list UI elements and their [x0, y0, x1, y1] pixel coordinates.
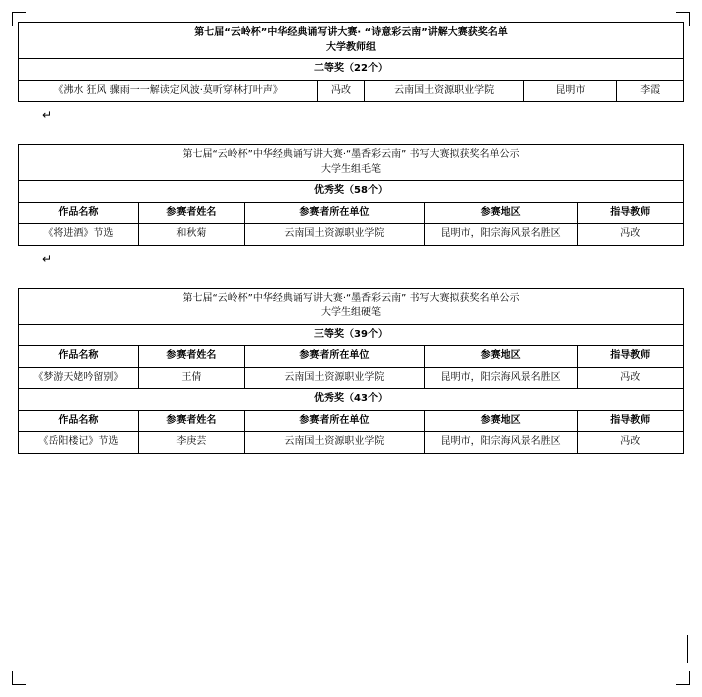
header-work-name: 作品名称	[19, 346, 139, 368]
header-unit: 参赛者所在单位	[245, 202, 425, 224]
cell-teacher: 冯改	[577, 432, 683, 454]
header-unit: 参赛者所在单位	[245, 346, 425, 368]
table-header-row	[19, 202, 684, 224]
award-band-label: 二等奖（22个）	[19, 59, 684, 81]
cell-participant-name: 和秋菊	[138, 224, 244, 246]
table-title-line2: 大学教师组	[326, 41, 376, 53]
table-title-line2: 大学生组硬笔	[321, 307, 381, 318]
award-table-block-2	[18, 144, 684, 246]
header-work-name: 作品名称	[19, 410, 139, 432]
cell-work-name: 《沸水 狂风 骤雨一一解读定风波·莫听穿林打叶声》	[19, 80, 318, 102]
cell-participant-name: 冯改	[318, 80, 365, 102]
table-row	[19, 367, 684, 389]
crop-mark-bottom-left-v	[12, 671, 13, 685]
header-region: 参赛地区	[424, 410, 577, 432]
award-band-label: 优秀奖（58个）	[19, 181, 684, 203]
cell-region: 昆明市，阳宗海风景名胜区	[424, 432, 577, 454]
header-teacher: 指导教师	[577, 346, 683, 368]
cell-teacher: 冯改	[577, 224, 683, 246]
paragraph-gap-2	[18, 246, 684, 288]
award-table-1	[18, 22, 684, 102]
award-band-label: 优秀奖（43个）	[19, 389, 684, 411]
award-band-label: 三等奖（39个）	[19, 324, 684, 346]
award-table-2	[18, 144, 684, 246]
header-teacher: 指导教师	[577, 410, 683, 432]
table-title	[19, 145, 684, 181]
table-header-row	[19, 346, 684, 368]
cell-participant-name: 王倩	[138, 367, 244, 389]
table-title-line1: 第七届“云岭杯”中华经典诵写讲大赛·“墨香彩云南” 书写大赛拟获奖名单公示	[182, 149, 520, 160]
crop-mark-top-left-h	[12, 12, 26, 13]
paragraph-mark-icon: ↵	[42, 108, 53, 122]
paragraph-gap-1	[18, 102, 684, 144]
award-table-3	[18, 288, 684, 454]
crop-mark-bottom-left-h	[12, 684, 26, 685]
cell-unit: 云南国土资源职业学院	[245, 432, 425, 454]
award-band-row	[19, 181, 684, 203]
crop-mark-top-right-v	[689, 12, 690, 26]
header-teacher: 指导教师	[577, 202, 683, 224]
table-title-row	[19, 23, 684, 59]
table-title	[19, 23, 684, 59]
table-title-line2: 大学生组毛笔	[321, 163, 381, 175]
award-band-row	[19, 59, 684, 81]
cell-participant-name: 李庚芸	[138, 432, 244, 454]
award-band-row	[19, 324, 684, 346]
table-row	[19, 80, 684, 102]
cell-work-name: 《梦游天姥吟留别》	[19, 367, 139, 389]
table-title-line1: 第七届“云岭杯”中华经典诵写讲大赛·“墨香彩云南” 书写大赛拟获奖名单公示	[182, 292, 520, 304]
table-header-row	[19, 410, 684, 432]
table-row	[19, 432, 684, 454]
header-participant-name: 参赛者姓名	[138, 346, 244, 368]
cell-teacher: 冯改	[577, 367, 683, 389]
table-row	[19, 224, 684, 246]
paragraph-mark-icon: ↵	[42, 251, 53, 266]
cell-region: 昆明市，阳宗海风景名胜区	[424, 367, 577, 389]
crop-mark-bottom-right-v	[689, 671, 690, 685]
cell-unit: 云南国土资源职业学院	[245, 224, 425, 246]
cell-work-name: 《将进酒》节选	[19, 224, 139, 246]
cell-teacher: 李霞	[617, 80, 684, 102]
cell-work-name: 《岳阳楼记》节选	[19, 432, 139, 454]
cell-region: 昆明市，阳宗海风景名胜区	[424, 224, 577, 246]
header-work-name: 作品名称	[19, 202, 139, 224]
crop-mark-bottom-right-h	[676, 684, 690, 685]
award-table-block-3	[18, 288, 684, 454]
header-region: 参赛地区	[424, 346, 577, 368]
crop-mark-top-right-h	[676, 12, 690, 13]
table-title-line1: 第七届“云岭杯”中华经典诵写讲大赛· “诗意彩云南”讲解大赛获奖名单	[194, 27, 508, 38]
header-participant-name: 参赛者姓名	[138, 202, 244, 224]
table-title	[19, 288, 684, 324]
award-table-block-1	[18, 22, 684, 102]
table-title-row	[19, 288, 684, 324]
award-band-row	[19, 389, 684, 411]
cell-unit: 云南国土资源职业学院	[245, 367, 425, 389]
cell-region: 昆明市	[524, 80, 617, 102]
header-region: 参赛地区	[424, 202, 577, 224]
cell-unit: 云南国土资源职业学院	[364, 80, 524, 102]
table-title-row	[19, 145, 684, 181]
header-participant-name: 参赛者姓名	[138, 410, 244, 432]
crop-mark-top-left-v	[12, 12, 13, 26]
text-cursor	[687, 635, 688, 663]
header-unit: 参赛者所在单位	[245, 410, 425, 432]
